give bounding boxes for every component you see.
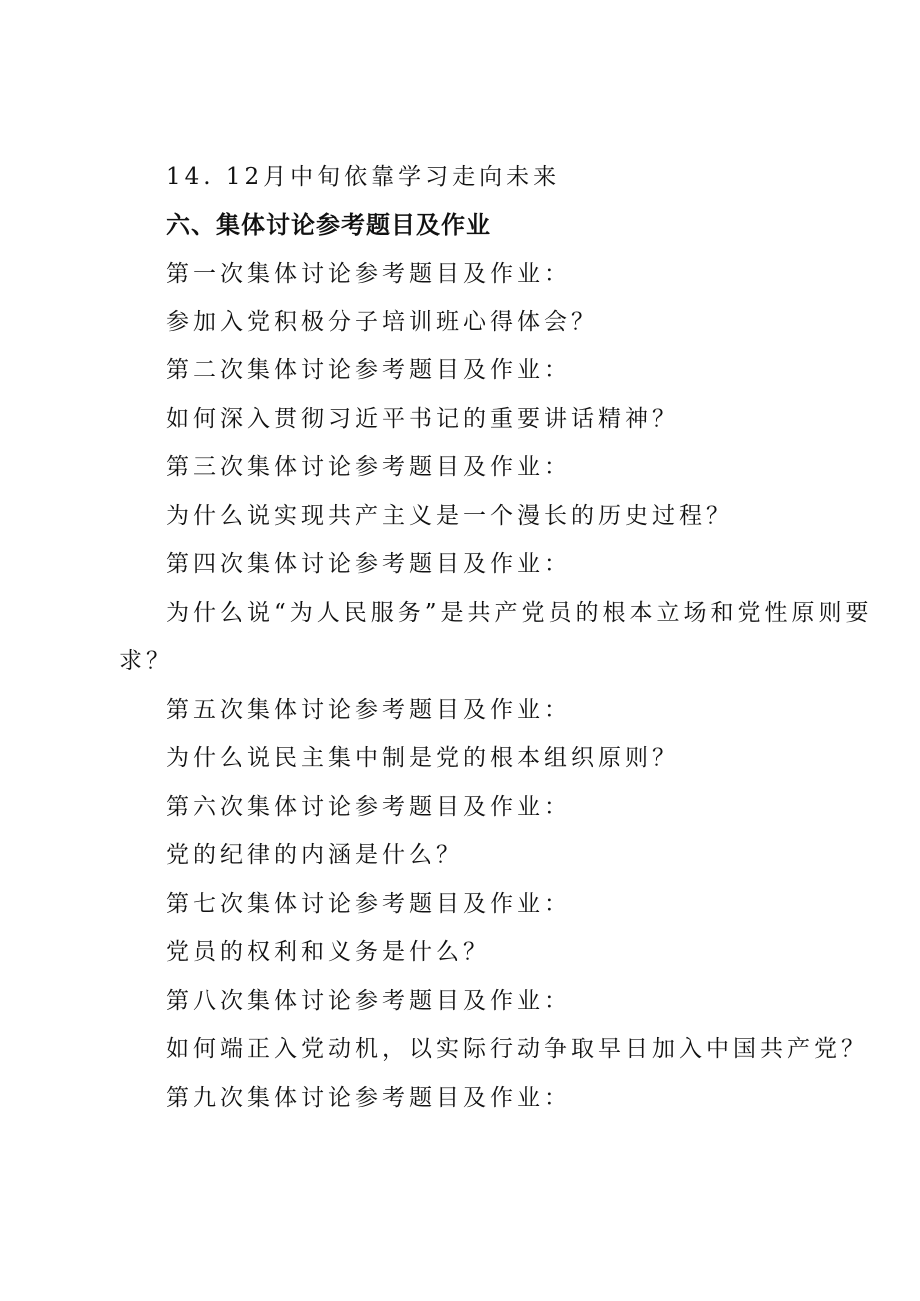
discussion-title-3: 第三次集体讨论参考题目及作业： (166, 454, 571, 480)
discussion-title-8: 第八次集体讨论参考题目及作业： (166, 988, 571, 1014)
discussion-title-9: 第九次集体讨论参考题目及作业： (166, 1085, 571, 1111)
discussion-title-5: 第五次集体讨论参考题目及作业： (166, 697, 571, 723)
discussion-title-1: 第一次集体讨论参考题目及作业： (166, 261, 571, 287)
discussion-title-4: 第四次集体讨论参考题目及作业： (166, 551, 571, 577)
discussion-question-1: 参加入党积极分子培训班心得体会？ (166, 309, 598, 335)
discussion-title-2: 第二次集体讨论参考题目及作业： (166, 357, 571, 383)
discussion-question-7: 党员的权利和义务是什么？ (166, 939, 490, 965)
discussion-question-2: 如何深入贯彻习近平书记的重要讲话精神？ (166, 406, 679, 432)
discussion-question-4: 为什么说“为人民服务”是共产党员的根本立场和党性原则要 (166, 600, 873, 626)
discussion-question-8: 如何端正入党动机，以实际行动争取早日加入中国共产党？ (166, 1036, 868, 1062)
discussion-question-5: 为什么说民主集中制是党的根本组织原则？ (166, 745, 679, 771)
list-item-14: 14. 12月中旬依靠学习走向未来 (166, 164, 561, 190)
discussion-question-3: 为什么说实现共产主义是一个漫长的历史过程？ (166, 503, 733, 529)
discussion-question-4-continuation: 求？ (119, 648, 173, 674)
section-heading: 六、集体讨论参考题目及作业 (166, 211, 491, 239)
discussion-title-7: 第七次集体讨论参考题目及作业： (166, 891, 571, 917)
discussion-question-6: 党的纪律的内涵是什么？ (166, 842, 463, 868)
discussion-title-6: 第六次集体讨论参考题目及作业： (166, 794, 571, 820)
